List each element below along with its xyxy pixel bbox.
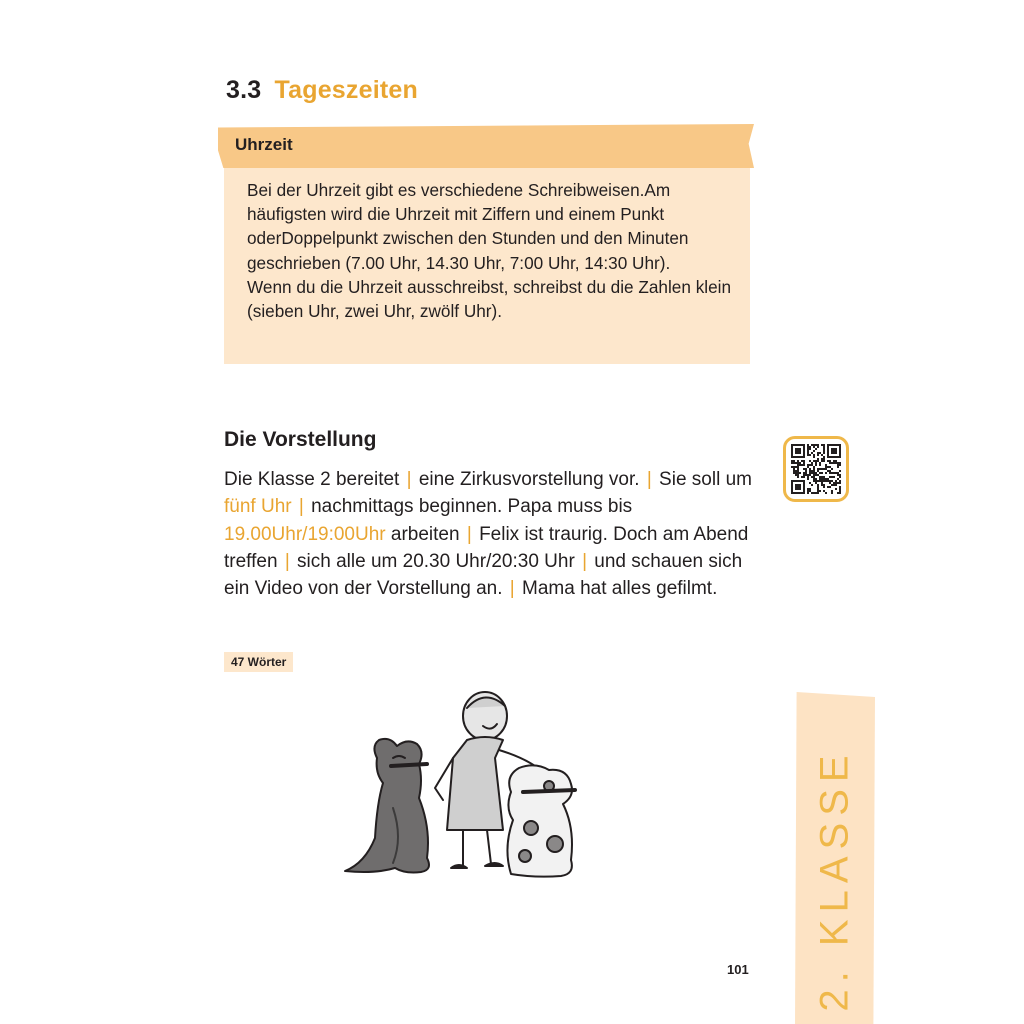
story-segment: sich alle um 20.30 Uhr/20:30 Uhr [297, 550, 575, 572]
story-segment: arbeiten [390, 523, 460, 545]
story-segment: Mama hat alles gefilmt. [522, 578, 718, 600]
story-segment: Sie soll um [659, 469, 752, 490]
story-highlight: 19.00Uhr/19:00Uhr [224, 523, 386, 545]
page-number: 101 [727, 962, 749, 977]
story-separator: | [284, 550, 290, 572]
section-title: Tageszeiten [274, 76, 418, 104]
info-box-label: Uhrzeit [235, 135, 293, 154]
story-separator: | [646, 469, 652, 490]
story-highlight: fünf Uhr [224, 496, 292, 518]
info-box-tab [218, 124, 754, 168]
story-segment: und schauen sich ein Video von der Vorstellung an. [224, 550, 743, 600]
side-tab-label: 2. KLASSE [812, 748, 857, 1012]
story-segment: Felix ist traurig. Doch am Abend treffen [224, 523, 749, 572]
story-separator: | [406, 469, 412, 490]
story-title: Die Vorstellung [224, 428, 377, 451]
story-segment: nachmittags beginnen. Papa muss bis [311, 496, 633, 518]
section-heading [226, 76, 418, 105]
qr-code[interactable] [783, 436, 849, 502]
story-separator: | [466, 523, 472, 545]
story-separator: | [582, 550, 588, 572]
info-paragraph: Bei der Uhrzeit gibt es verschiedene Schreibweisen.Am häufigsten wird die Uhrzeit mit Ziffern und einem Punkt oderDoppelpunkt zwischen den Stunden und den Minuten geschrieben (7.00 Uhr, 14.30 Uhr, 7:00 Uhr, 14:30 Uhr). [247, 180, 689, 273]
word-count-badge: 47 Wörter [224, 652, 293, 672]
info-paragraph: Wenn du die Uhrzeit ausschreibst, schreibst du die Zahlen klein (sieben Uhr, zwei Uhr, zwölf Uhr). [247, 276, 732, 322]
story-separator: | [509, 578, 515, 600]
section-number: 3.3 [226, 76, 262, 104]
info-box-text [247, 178, 737, 323]
qr-code-icon [791, 444, 841, 494]
story-separator: | [298, 496, 304, 518]
story-segment: eine Zirkusvorstellung vor. [418, 469, 640, 490]
story-text [224, 466, 754, 602]
story-segment: Die Klasse 2 bereitet [224, 469, 400, 490]
girl-with-dogs-illustration [335, 688, 595, 888]
